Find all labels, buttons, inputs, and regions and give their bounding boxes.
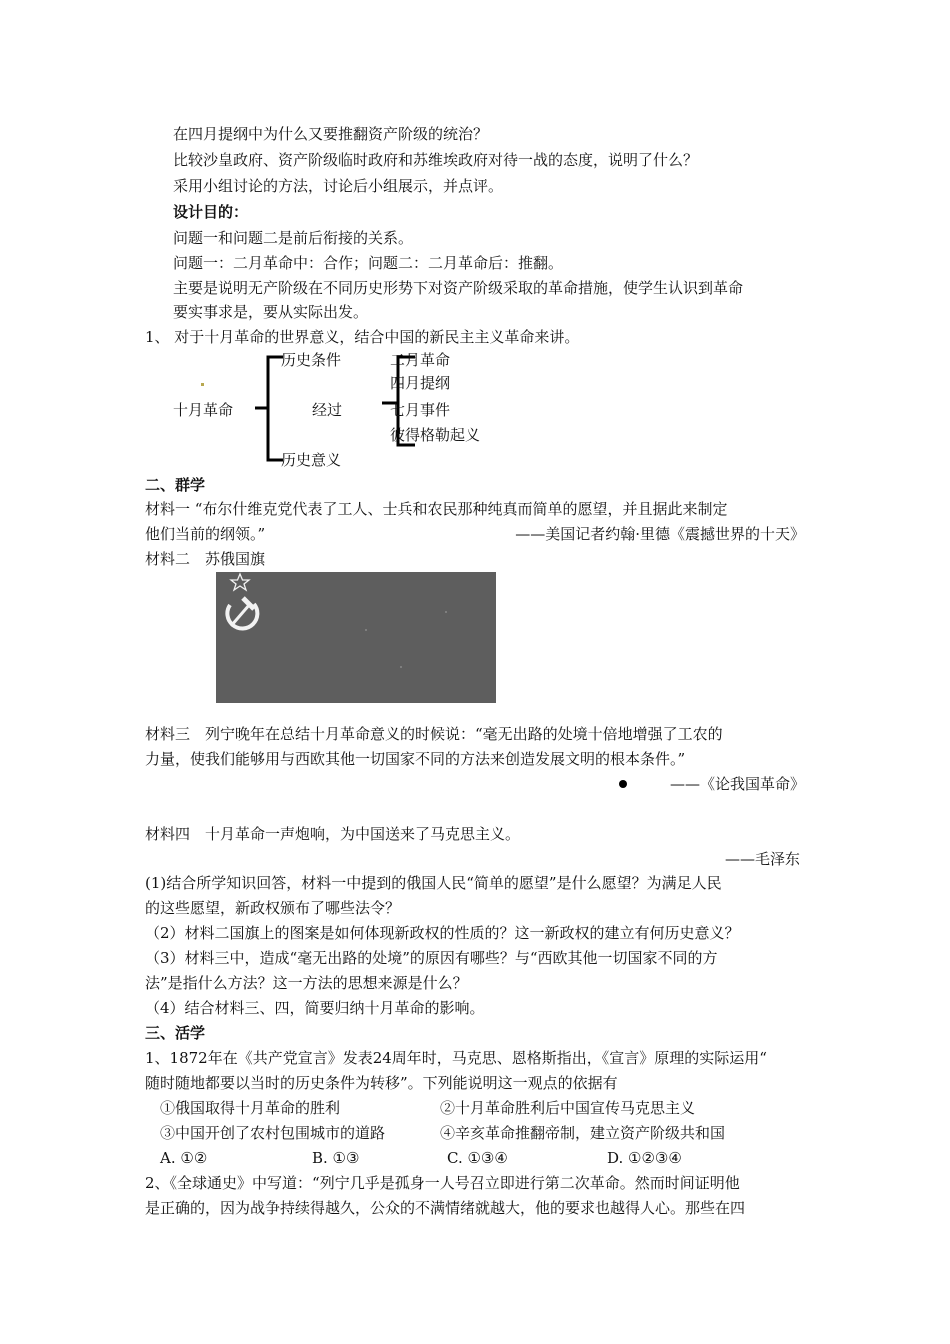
option-4: ④辛亥革命推翻帝制，建立资产阶级共和国	[440, 1124, 726, 1142]
diagram-branch-process: 经过	[312, 401, 343, 419]
option-2: ②十月革命胜利后中国宣传马克思主义	[440, 1099, 696, 1117]
design-line-3: 主要是说明无产阶级在不同历史形势下对资产阶级采取的革命措施，使学生认识到革命	[173, 279, 744, 297]
question-4: （4）结合材料三、四，简要归纳十月革命的影响。	[145, 999, 485, 1017]
intro-question-1: 在四月提纲中为什么又要推翻资产阶级的统治？	[173, 125, 489, 143]
question-3-line-1: （3）材料三中，造成“毫无出路的处境”的原因有哪些？与“西欧其他一切国家不同的方	[145, 949, 718, 967]
section-3-heading: 三、活学	[145, 1024, 206, 1042]
hammer-sickle-icon	[216, 572, 496, 703]
intro-question-2: 比较沙皇政府、资产阶级临时政府和苏维埃政府对待一战的态度，说明了什么？	[173, 151, 699, 169]
practice-question-2-line-2: 是正确的，因为战争持续得越久，公众的不满情绪就越大，他的要求也越得人心。那些在四	[145, 1199, 746, 1217]
diagram-root: 十月革命	[173, 401, 234, 419]
diagram-branch-significance: 历史意义	[281, 451, 342, 469]
question-2: （2）材料二国旗上的图案是如何体现新政权的性质的？这一新政权的建立有何历史意义？	[145, 924, 740, 942]
practice-question-2-line-1: 2、《全球通史》中写道：“列宁几乎是孤身一人号召立即进行第二次革命。然而时间证明他	[145, 1174, 740, 1192]
design-line-2: 问题一：二月革命中：合作；问题二：二月革命后：推翻。	[173, 254, 564, 272]
diagram-sub-february: 二月革命	[390, 351, 451, 369]
question-3-line-2: 法”是指什么方法？这一方法的思想来源是什么？	[145, 974, 468, 992]
question-1-line-1: (1)结合所学知识回答，材料一中提到的俄国人民“简单的愿望”是什么愿望？为满足人民	[145, 874, 722, 892]
option-3: ③中国开创了农村包围城市的道路	[160, 1124, 386, 1142]
material-3-source: ——《论我国革命》	[669, 775, 805, 793]
intro-question-3: 采用小组讨论的方法，讨论后小组展示，并点评。	[173, 177, 504, 195]
choice-a: A. ①②	[160, 1149, 208, 1167]
material-2-label: 材料二 苏俄国旗	[145, 550, 266, 568]
material-1-line-1: 材料一 “布尔什维克党代表了工人、士兵和农民那种纯真而简单的愿望，并且据此来制定	[145, 500, 728, 518]
october-revolution-diagram	[0, 345, 950, 470]
practice-question-1-line-1: 1、1872年在《共产党宣言》发表24周年时，马克思、恩格斯指出，《宣言》原理的实际运用“	[145, 1049, 767, 1067]
design-line-4: 要实事求是，要从实际出发。	[173, 303, 369, 321]
material-3-line-2: 力量，使我们能够用与西欧其他一切国家不同的方法来创造发展文明的根本条件。”	[145, 750, 686, 768]
material-4-source: ——毛泽东	[724, 850, 800, 868]
material-1-source: ——美国记者约翰·里德《震撼世界的十天》	[515, 525, 805, 543]
diagram-sub-april: 四月提纲	[390, 374, 451, 392]
material-3-line-1: 材料三 列宁晚年在总结十月革命意义的时候说：“毫无出路的处境十倍地增强了工农的	[145, 725, 723, 743]
choice-b: B. ①③	[312, 1149, 360, 1167]
design-heading: 设计目的：	[173, 203, 249, 221]
diagram-sub-petrograd: 彼得格勒起义	[390, 426, 481, 444]
diagram-brackets	[0, 345, 950, 470]
option-1: ①俄国取得十月革命的胜利	[160, 1099, 341, 1117]
soviet-flag-image	[216, 572, 496, 703]
choice-c: C. ①③④	[447, 1149, 508, 1167]
section-2-heading: 二、群学	[145, 476, 206, 494]
material-1-line-2: 他们当前的纲领。”	[145, 525, 266, 543]
question-1-line-2: 的这些愿望，新政权颁布了哪些法令？	[145, 899, 401, 917]
choice-d: D. ①②③④	[607, 1149, 682, 1167]
design-line-1: 问题一和问题二是前后衔接的关系。	[173, 229, 414, 247]
point-1: 1、 对于十月革命的世界意义，结合中国的新民主主义革命来讲。	[145, 328, 580, 346]
diagram-sub-july: 七月事件	[390, 401, 451, 419]
material-4-line: 材料四 十月革命一声炮响，为中国送来了马克思主义。	[145, 825, 521, 843]
diagram-branch-conditions: 历史条件	[281, 351, 342, 369]
practice-question-1-line-2: 随时随地都要以当时的历史条件为转移”。下列能说明这一观点的依据有	[145, 1074, 618, 1092]
